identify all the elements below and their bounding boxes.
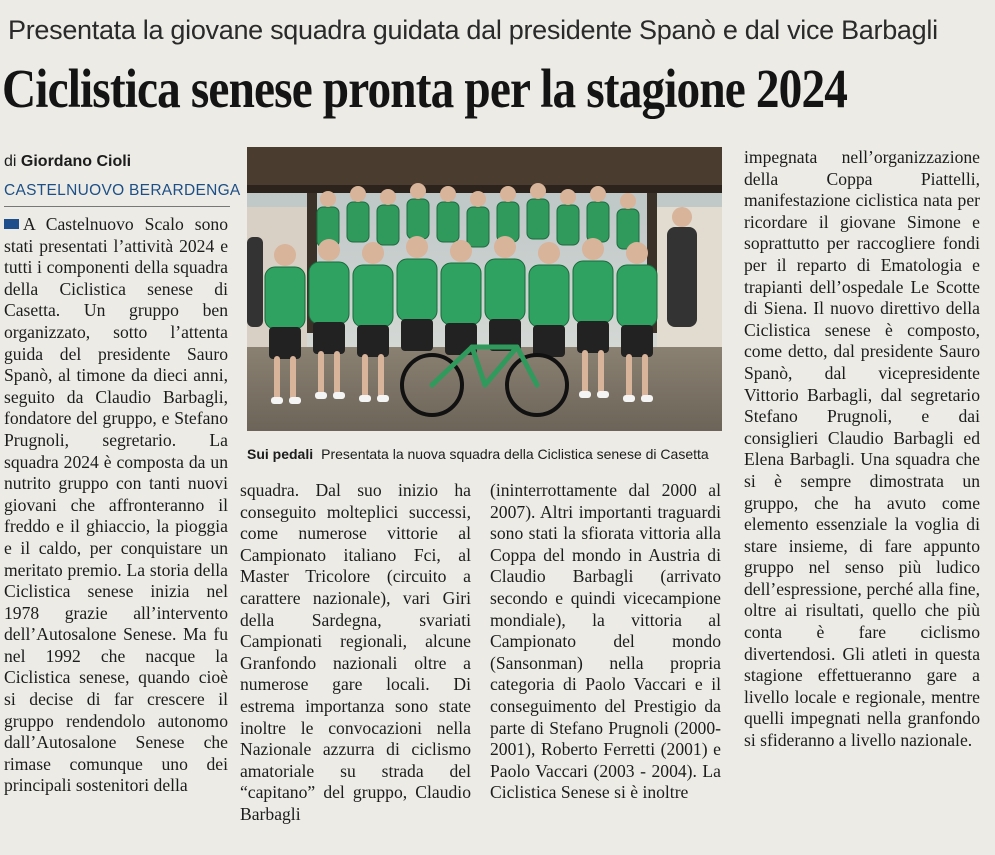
team-photo — [247, 147, 722, 431]
dateline-rule — [4, 206, 230, 207]
caption-text: Presentata la nuova squadra della Ciclistica senese di Casetta — [321, 446, 709, 462]
article-column-1 — [4, 214, 228, 797]
article-column-3: (ininterrottamente dal 2000 al 2007). Altri importanti traguardi sono stati la sfiorata vittoria alla Coppa del mondo in Austria di Claudio Barbagli (arrivato secondo e quindi vicecampione mondiale), la vittoria al Campionato del mondo (Sansonman) nella propria categoria di Paolo Vaccari e il conseguimento del Prestigio da parte di Stefano Prugnoli (2000-2001), Roberto Ferretti (2001) e Paolo Vaccari (2003 - 2004). La Ciclistica Senese si è inoltre — [490, 480, 721, 803]
byline-prefix: di — [4, 153, 17, 170]
byline — [4, 153, 131, 171]
dateline: CASTELNUOVO BERARDENGA — [4, 182, 241, 199]
column-1-text: A Castelnuovo Scalo sono stati presentati l’attività 2024 e tutti i componenti della squadra della Ciclistica senese di Casetta. Un gruppo ben organizzato, sotto l’attenta guida del presidente Sauro Spanò, al timone da dieci anni, seguito da Claudio Barbagli, fondatore del gruppo, e Stefano Prugnoli, segretario. La squadra 2024 è composta da un nutrito gruppo con tanti nuovi giovani che affronteranno il freddo e il ghiaccio, la pioggia e il caldo, per conquistare un meritato premio. La storia della Ciclistica senese inizia nel 1978 grazie all’intervento dell’Autosalone Senese. Ma fu nel 1992 che nacque la Ciclistica senese, quando cioè si decise di far crescere il gruppo rendendolo autonomo dall’Autosalone Senese che rimase comunque uno dei principali sostenitori della — [4, 214, 228, 796]
team-photo-illustration — [247, 147, 722, 431]
article-kicker: Presentata la giovane squadra guidata dal presidente Spanò e dal vice Barbagli — [8, 15, 938, 45]
photo-caption — [247, 446, 727, 462]
article-column-2: squadra. Dal suo inizio ha conseguito molteplici successi, come numerose vittorie al Campionato italiano Fci, al Master Tricolore (circuito a carattere nazionale), vari Giri della Sardegna, svariati Campionati regionali, alcune Granfondo nazionali oltre a numerose gare locali. Di estrema importanza sono state inoltre le convocazioni nella Nazionale azzurra di ciclismo amatoriale su strada del “capitano” del gruppo, Claudio Barbagli — [240, 480, 471, 824]
caption-label: Sui pedali — [247, 446, 314, 462]
lead-marker — [4, 219, 19, 229]
article-headline: Ciclistica senese pronta per la stagione 2024 — [2, 58, 848, 119]
article-column-4: impegnata nell’organizzazione della Coppa Piattelli, manifestazione ciclistica nata per ricordare il giovane Simone e soprattutto per raccogliere fondi per il reparto di Ematologia e trapianti dell’ospedale Le Scotte di Siena. Il nuovo direttivo della Ciclistica senese è composto, come detto, dal presidente Sauro Spanò, dal vicepresidente Vittorio Barbagli, dal segretario Stefano Prugnoli, e dai consiglieri Claudio Barbagli ed Elena Barbagli. Una squadra che si è sempre dimostrata un gruppo, che ha avuto come elemento essenziale la voglia di stare insieme, di fare appunto gruppo nel senso più ludico dell’espressione, perché alla fine, oltre ai risultati, quello che più conta è fare ciclismo divertendosi. Gli atleti in questa stagione effettueranno gare a livello locale e regionale, mentre quelli impegnati nella granfondo si sfideranno a livello nazionale. — [744, 147, 980, 751]
author-name: Giordano Cioli — [20, 153, 132, 170]
